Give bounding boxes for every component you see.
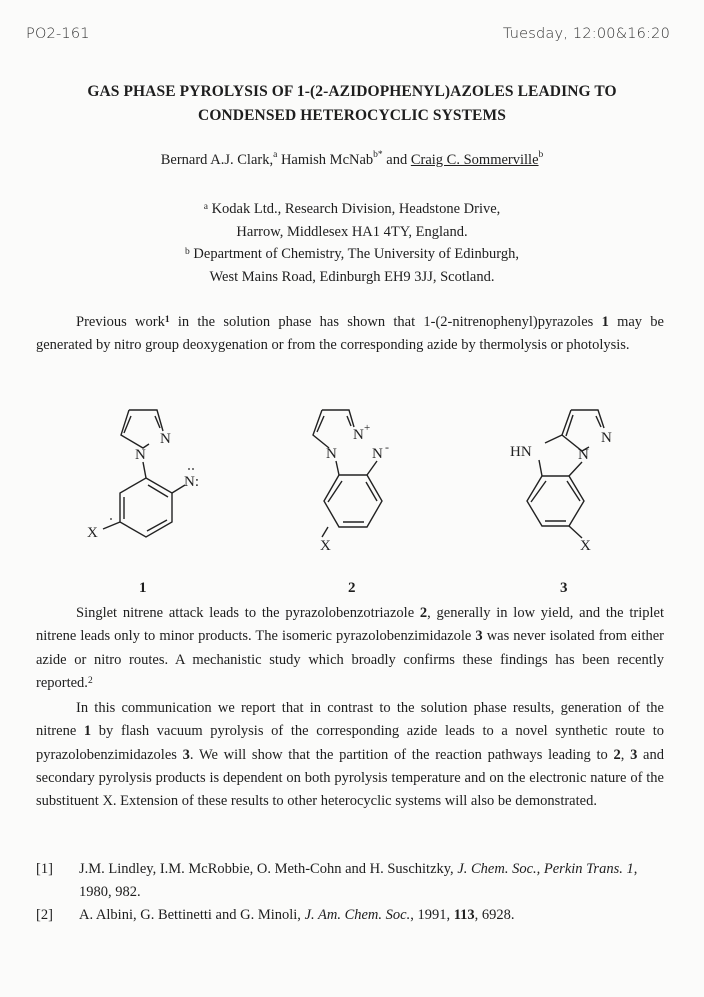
atom-n1: N [326, 446, 337, 462]
atom-nitrene: N: [184, 474, 199, 490]
atom-n1: N [578, 447, 589, 463]
pyrazole-ring [121, 410, 163, 448]
compound-number: 2 [348, 580, 356, 596]
chemical-structures [0, 395, 704, 565]
title-line-2: CONDENSED HETEROCYCLIC SYSTEMS [198, 107, 506, 124]
structure-2-labels [320, 422, 389, 554]
affiliation-line: Harrow, Middlesex HA1 4TY, England. [236, 223, 468, 240]
author-sommerville: Craig C. Sommerville [410, 152, 539, 168]
reference-list [36, 858, 664, 927]
author-conjunction: and [386, 152, 408, 168]
session-schedule: Tuesday, 12:00&16:20 [502, 26, 670, 42]
citation-1: 1 [164, 315, 170, 325]
affiliation-line: West Mains Road, Edinburgh EH9 3JJ, Scotland. [209, 268, 495, 285]
benzene-ring [324, 475, 382, 527]
reference-number: [1] [36, 861, 53, 877]
benzene-ring [527, 476, 584, 526]
lone-pair-dots [110, 468, 194, 520]
paper-code: PO2-161 [26, 26, 90, 42]
atom-n2: N [601, 430, 612, 446]
title-line-1: GAS PHASE PYROLYSIS OF 1-(2-AZIDOPHENYL)AZOLES LEADING TO [87, 83, 617, 100]
author-mcnab: Hamish McNab [280, 152, 374, 168]
author-mcnab-affiliation: b* [373, 150, 383, 160]
affiliation-a [0, 198, 704, 243]
affiliation-line: Department of Chemistry, The University of Edinburgh, [193, 246, 519, 262]
reference-number: [2] [36, 907, 53, 923]
author-list [0, 152, 704, 169]
body-paragraph-3: In this communication we report that in contrast to the solution phase results, generation of the nitrene 1 by flash vacuum pyrolysis of the corresponding azide leads to a novel synthetic route to pyrazolobenzimidazoles 3. We will show that the partition of the reaction pathways leading to 2, 3 and secondary pyrolysis products is dependent on both pyrolysis temperature and on the electronic nature of the substituent X. Extension of these results to other heterocyclic systems will also be demonstrated. [36, 700, 664, 810]
citation-2: 2 [87, 675, 93, 686]
compound-number: 1 [139, 580, 147, 596]
affiliations [0, 198, 704, 288]
structure-3 [527, 410, 604, 538]
affiliation-b [0, 243, 704, 288]
atom-n-plus: N [353, 427, 364, 443]
atom-x: X [87, 525, 98, 541]
reference-item: [2] A. Albini, G. Bettinetti and G. Minoli, J. Am. Chem. Soc., 1991, 113, 6928. [36, 904, 664, 927]
atom-n1: N [135, 447, 146, 463]
charge-minus: - [385, 440, 389, 454]
atom-hn: HN [510, 444, 532, 460]
affiliation-line: Kodak Ltd., Research Division, Headstone Drive, [211, 201, 501, 217]
atom-x: X [580, 538, 591, 554]
structure-1 [103, 410, 185, 537]
paper-title [0, 80, 704, 128]
author-clark: Bernard A.J. Clark, [160, 152, 274, 168]
compound-ref: 1 [601, 314, 609, 330]
charge-plus: + [364, 422, 371, 434]
author-clark-affiliation: a [273, 150, 278, 160]
affiliation-mark: b [185, 247, 190, 257]
body-paragraph-2: Singlet nitrene attack leads to the pyrazolobenzotriazole 2, generally in low yield, and the triplet nitrene leads only to minor products. The isomeric pyrazolobenzimidazole 3 was never isolated from either azide or nitro routes. A mechanistic study which broadly confirms these findings has been recently reported.$^2$ [36, 605, 664, 691]
atom-n: N [160, 431, 171, 447]
structure-2 [313, 410, 382, 537]
intro-paragraph: Previous work$^1$ in the solution phase has shown that 1-(2-nitrenophenyl)pyrazoles 1 may be generated by nitro group deoxygenation or from the corresponding azide by thermolysis or photolysis. [36, 314, 664, 354]
pyrazole-ring [313, 410, 354, 448]
compound-number: 3 [560, 580, 568, 596]
author-sommerville-affiliation: b [538, 150, 544, 160]
benzene-ring [120, 478, 172, 537]
affiliation-mark: a [203, 202, 208, 212]
atom-x: X [320, 538, 331, 554]
atom-n-minus: N [372, 446, 383, 462]
structure-3-labels [510, 430, 612, 554]
reference-item: [1] J.M. Lindley, I.M. McRobbie, O. Meth-Cohn and H. Suschitzky, J. Chem. Soc., Perkin Trans. 1, 1980, 982. [36, 858, 664, 904]
